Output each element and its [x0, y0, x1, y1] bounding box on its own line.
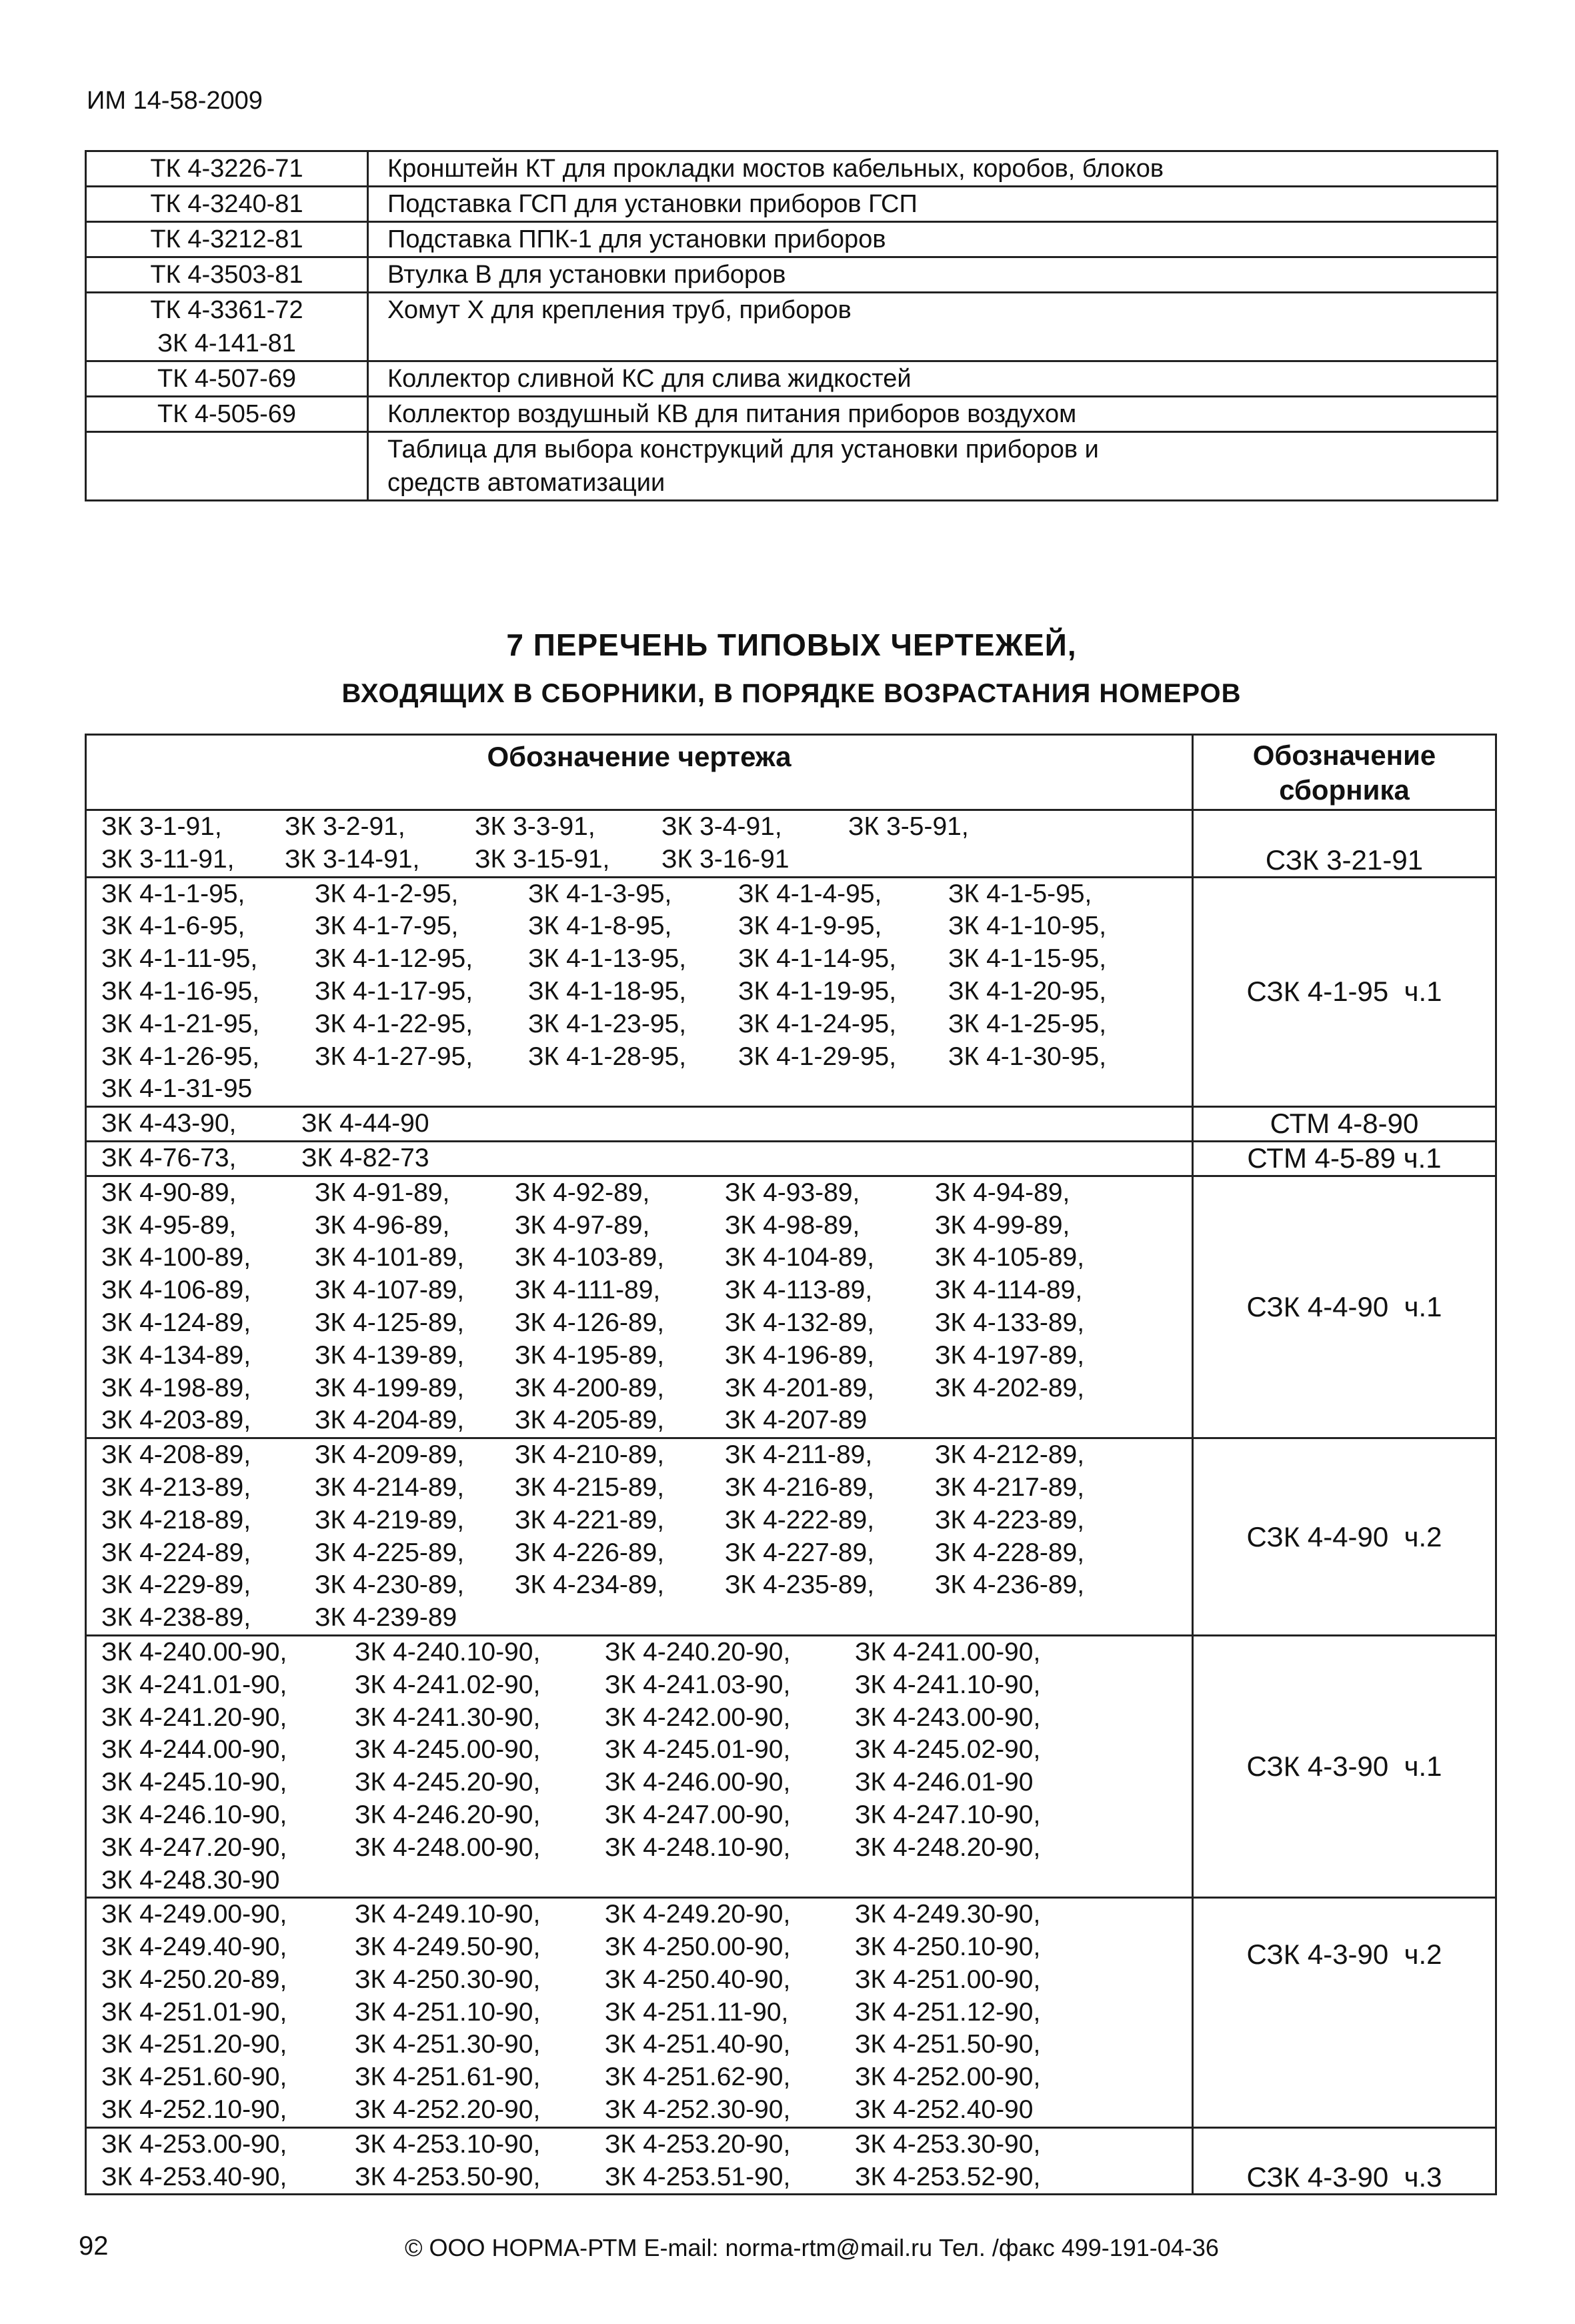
- drawing-line: [101, 2129, 1192, 2161]
- drawing-code: ЗК 4-227-89,: [725, 1538, 875, 1567]
- drawing-code: ЗК 4-82-73: [301, 1143, 429, 1172]
- section-title: 7 ПЕРЕЧЕНЬ ТИПОВЫХ ЧЕРТЕЖЕЙ,: [506, 628, 1077, 662]
- drawing-code: ЗК 4-249.30-90,: [855, 1900, 1041, 1929]
- drawing-line: [101, 1504, 1192, 1537]
- drawing-line: [101, 1439, 1192, 1472]
- collection-designation: СЗК 4-1-95 ч.1: [1193, 877, 1496, 1107]
- drawing-code: ЗК 4-98-89,: [725, 1210, 860, 1240]
- drawing-code: ЗК 4-95-89,: [101, 1210, 237, 1240]
- drawing-code: ЗК 4-200-89,: [515, 1373, 665, 1402]
- drawing-code: ЗК 4-1-21-95,: [101, 1009, 260, 1038]
- drawing-line: [101, 1832, 1192, 1865]
- drawing-line: [101, 1242, 1192, 1274]
- drawing-code: ЗК 4-253.52-90,: [855, 2162, 1041, 2191]
- drawing-code: ЗК 4-253.00-90,: [101, 2129, 287, 2159]
- drawing-code: ЗК 4-253.40-90,: [101, 2162, 287, 2191]
- fixture-description: Кронштейн КТ для прокладки мостов кабельных, коробов, блоков: [368, 151, 1498, 187]
- drawing-code: ЗК 4-251.12-90,: [855, 1997, 1041, 2027]
- drawing-line: [101, 1108, 1192, 1140]
- fixture-description: Подставка ГСП для установки приборов ГСП: [368, 187, 1498, 222]
- collection-group: [86, 810, 1496, 878]
- drawing-code: ЗК 4-246.20-90,: [355, 1800, 541, 1829]
- drawing-code: ЗК 4-1-18-95,: [528, 976, 687, 1006]
- drawing-line: [101, 1177, 1192, 1210]
- drawing-list: [86, 810, 1193, 878]
- fixture-row: [86, 222, 1498, 257]
- drawing-code: ЗК 4-1-30-95,: [948, 1042, 1107, 1071]
- drawing-code: ЗК 3-3-91,: [475, 812, 595, 841]
- drawing-code: ЗК 4-246.00-90,: [605, 1768, 791, 1797]
- drawing-line: [101, 1041, 1192, 1074]
- drawing-code: ЗК 4-202-89,: [935, 1373, 1085, 1402]
- drawing-code: ЗК 4-249.50-90,: [355, 1933, 541, 1962]
- drawing-code: ЗК 4-251.00-90,: [855, 1965, 1041, 1994]
- collection-designation: СЗК 4-3-90 ч.2: [1193, 1898, 1496, 2128]
- drawing-line: [101, 1799, 1192, 1832]
- drawing-code: ЗК 4-250.30-90,: [355, 1965, 541, 1994]
- drawing-code: ЗК 4-1-8-95,: [528, 912, 672, 941]
- fixture-code: ТК 4-3240-81: [86, 187, 368, 222]
- fixture-row: [86, 187, 1498, 222]
- drawing-code: ЗК 4-198-89,: [101, 1373, 251, 1402]
- drawing-code: ЗК 4-205-89,: [515, 1406, 665, 1435]
- fixture-code: [86, 432, 368, 501]
- collection-designation: СТМ 4-5-89 ч.1: [1193, 1141, 1496, 1176]
- fixture-code: ТК 4-507-69: [86, 361, 368, 397]
- drawing-code: ЗК 4-241.20-90,: [101, 1702, 287, 1732]
- drawing-code: ЗК 4-91-89,: [315, 1178, 450, 1207]
- drawing-code: ЗК 3-1-91,: [101, 812, 222, 841]
- drawing-code: ЗК 4-235-89,: [725, 1570, 875, 1600]
- drawing-line: [101, 910, 1192, 943]
- drawing-code: ЗК 4-1-13-95,: [528, 944, 687, 974]
- drawing-code: ЗК 4-222-89,: [725, 1505, 875, 1534]
- drawing-code: ЗК 4-1-15-95,: [948, 944, 1107, 974]
- drawing-line: [101, 1636, 1192, 1669]
- drawing-code: ЗК 4-223-89,: [935, 1505, 1085, 1534]
- drawing-line: [101, 1899, 1192, 1931]
- drawing-code: ЗК 4-1-28-95,: [528, 1042, 687, 1071]
- drawing-code: ЗК 4-97-89,: [515, 1210, 650, 1240]
- document-id: ИМ 14-58-2009: [87, 87, 263, 115]
- drawing-code: ЗК 4-113-89,: [725, 1276, 873, 1305]
- drawing-code: ЗК 4-248.30-90: [101, 1865, 280, 1895]
- drawing-code: ЗК 4-96-89,: [315, 1210, 450, 1240]
- drawing-code: ЗК 3-5-91,: [848, 812, 969, 841]
- drawing-code: ЗК 4-210-89,: [515, 1440, 665, 1470]
- drawing-code: ЗК 4-44-90: [301, 1109, 429, 1138]
- drawing-code: ЗК 4-234-89,: [515, 1570, 665, 1600]
- drawing-code: ЗК 4-1-4-95,: [738, 879, 882, 908]
- drawing-code: ЗК 4-236-89,: [935, 1570, 1085, 1600]
- drawing-code: ЗК 4-111-89,: [515, 1276, 661, 1305]
- drawing-code: ЗК 4-201-89,: [725, 1373, 875, 1402]
- drawing-code: ЗК 4-1-7-95,: [315, 912, 459, 941]
- drawing-code: ЗК 4-249.40-90,: [101, 1933, 287, 1962]
- drawing-code: ЗК 4-251.61-90,: [355, 2063, 541, 2092]
- drawing-line: [101, 1340, 1192, 1372]
- drawing-code: ЗК 4-252.10-90,: [101, 2095, 287, 2125]
- fixture-description: Коллектор воздушный КВ для питания приборов воздухом: [368, 397, 1498, 432]
- drawing-code: ЗК 4-253.50-90,: [355, 2162, 541, 2191]
- drawing-code: ЗК 4-245.00-90,: [355, 1735, 541, 1765]
- drawing-code: ЗК 4-139-89,: [315, 1340, 465, 1370]
- drawing-code: ЗК 4-251.50-90,: [855, 2030, 1041, 2059]
- drawing-code: ЗК 4-245.02-90,: [855, 1735, 1041, 1765]
- drawing-code: ЗК 4-1-31-95: [101, 1074, 253, 1104]
- footer-copyright: © ООО НОРМА-РТМ E-mail: norma-rtm@mail.ru Тел. /факс 499-191-04-36: [405, 2234, 1219, 2261]
- drawing-line: [101, 2094, 1192, 2127]
- drawing-code: ЗК 4-211-89,: [725, 1440, 873, 1470]
- drawing-list: [86, 1635, 1193, 1897]
- drawing-code: ЗК 4-251.20-90,: [101, 2030, 287, 2059]
- drawing-code: ЗК 4-251.10-90,: [355, 1997, 541, 2027]
- drawing-code: ЗК 4-249.20-90,: [605, 1900, 791, 1929]
- drawing-code: ЗК 4-252.30-90,: [605, 2095, 791, 2125]
- drawing-code: ЗК 4-215-89,: [515, 1472, 665, 1502]
- drawing-code: ЗК 4-196-89,: [725, 1340, 875, 1370]
- drawing-code: ЗК 4-253.30-90,: [855, 2129, 1041, 2159]
- fixture-code: ТК 4-3503-81: [86, 257, 368, 293]
- drawing-code: ЗК 4-1-11-95,: [101, 944, 258, 974]
- fixture-code: ТК 4-505-69: [86, 397, 368, 432]
- drawing-line: [101, 1702, 1192, 1734]
- drawing-code: ЗК 4-100-89,: [101, 1243, 251, 1272]
- drawing-list: [86, 1898, 1193, 2128]
- drawing-code: ЗК 4-1-10-95,: [948, 912, 1107, 941]
- collection-designation: СЗК 4-3-90 ч.1: [1193, 1635, 1496, 1897]
- drawing-line: [101, 2029, 1192, 2061]
- fixture-row: [86, 293, 1498, 361]
- drawing-code: ЗК 4-199-89,: [315, 1373, 465, 1402]
- drawing-code: ЗК 4-103-89,: [515, 1243, 665, 1272]
- drawing-code: ЗК 4-228-89,: [935, 1538, 1085, 1567]
- drawing-code: ЗК 4-245.01-90,: [605, 1735, 791, 1765]
- drawing-code: ЗК 3-11-91,: [101, 844, 235, 874]
- drawing-line: [101, 1307, 1192, 1340]
- drawing-code: ЗК 4-226-89,: [515, 1538, 665, 1567]
- header-drawing-designation: Обозначение чертежа: [86, 735, 1193, 810]
- drawing-code: ЗК 4-126-89,: [515, 1308, 665, 1337]
- drawing-code: ЗК 4-92-89,: [515, 1178, 650, 1207]
- fixture-row: [86, 151, 1498, 187]
- drawing-code: ЗК 4-246.01-90: [855, 1768, 1034, 1797]
- drawing-code: ЗК 4-230-89,: [315, 1570, 465, 1600]
- drawing-code: ЗК 4-216-89,: [725, 1472, 875, 1502]
- drawing-code: ЗК 4-250.40-90,: [605, 1965, 791, 1994]
- drawing-code: ЗК 4-245.20-90,: [355, 1768, 541, 1797]
- drawing-code: ЗК 4-1-14-95,: [738, 944, 897, 974]
- drawing-code: ЗК 4-251.40-90,: [605, 2030, 791, 2059]
- collection-designation: СТМ 4-8-90: [1193, 1107, 1496, 1142]
- drawing-code: ЗК 4-134-89,: [101, 1340, 251, 1370]
- drawing-code: ЗК 4-252.00-90,: [855, 2063, 1041, 2092]
- drawing-line: [101, 1569, 1192, 1602]
- drawing-code: ЗК 4-1-1-95,: [101, 879, 245, 908]
- drawing-code: ЗК 4-247.20-90,: [101, 1833, 287, 1862]
- drawing-line: [101, 878, 1192, 911]
- drawing-code: ЗК 4-247.00-90,: [605, 1800, 791, 1829]
- header-collection-designation: Обозначение сборника: [1193, 735, 1496, 810]
- drawing-code: ЗК 4-224-89,: [101, 1538, 251, 1567]
- drawing-code: ЗК 4-251.01-90,: [101, 1997, 287, 2027]
- drawing-code: ЗК 4-240.00-90,: [101, 1637, 287, 1666]
- drawing-code: ЗК 4-250.20-89,: [101, 1965, 287, 1994]
- drawing-code: ЗК 3-14-91,: [285, 844, 420, 874]
- drawing-code: ЗК 4-245.10-90,: [101, 1768, 287, 1797]
- drawing-line: [101, 1997, 1192, 2029]
- fixture-code: ТК 4-3226-71: [86, 151, 368, 187]
- drawing-code: ЗК 4-197-89,: [935, 1340, 1085, 1370]
- drawing-line: [101, 1865, 1192, 1897]
- drawing-code: ЗК 4-1-19-95,: [738, 976, 897, 1006]
- drawing-code: ЗК 4-1-22-95,: [315, 1009, 473, 1038]
- drawing-code: ЗК 4-1-24-95,: [738, 1009, 897, 1038]
- drawing-code: ЗК 4-1-16-95,: [101, 976, 260, 1006]
- drawing-code: ЗК 4-241.00-90,: [855, 1637, 1041, 1666]
- fixture-code: ТК 4-3361-72 ЗК 4-141-81: [86, 293, 368, 361]
- drawing-code: ЗК 4-214-89,: [315, 1472, 465, 1502]
- drawing-code: ЗК 4-195-89,: [515, 1340, 665, 1370]
- drawing-code: ЗК 4-218-89,: [101, 1505, 251, 1534]
- collection-group: [86, 1107, 1496, 1142]
- fixture-row: [86, 397, 1498, 432]
- fixture-code: ТК 4-3212-81: [86, 222, 368, 257]
- drawing-code: ЗК 4-1-5-95,: [948, 879, 1092, 908]
- drawing-code: ЗК 4-1-29-95,: [738, 1042, 897, 1071]
- drawing-line: [101, 1142, 1192, 1175]
- drawing-code: ЗК 4-217-89,: [935, 1472, 1085, 1502]
- drawing-line: [101, 1537, 1192, 1570]
- drawing-code: ЗК 4-107-89,: [315, 1276, 465, 1305]
- drawing-code: ЗК 3-15-91,: [475, 844, 610, 874]
- drawing-code: ЗК 4-240.20-90,: [605, 1637, 791, 1666]
- drawing-code: ЗК 4-250.00-90,: [605, 1933, 791, 1962]
- drawing-code: ЗК 4-244.00-90,: [101, 1735, 287, 1765]
- drawing-list: [86, 1438, 1193, 1636]
- drawing-code: ЗК 4-248.10-90,: [605, 1833, 791, 1862]
- drawing-code: ЗК 4-1-25-95,: [948, 1009, 1107, 1038]
- drawing-code: ЗК 4-241.30-90,: [355, 1702, 541, 1732]
- drawing-code: ЗК 4-248.00-90,: [355, 1833, 541, 1862]
- drawing-code: ЗК 4-125-89,: [315, 1308, 465, 1337]
- drawing-code: ЗК 4-204-89,: [315, 1406, 465, 1435]
- fixture-row: [86, 257, 1498, 293]
- drawing-code: ЗК 4-251.30-90,: [355, 2030, 541, 2059]
- collection-designation: СЗК 4-3-90 ч.3: [1193, 2127, 1496, 2195]
- drawing-code: ЗК 4-242.00-90,: [605, 1702, 791, 1732]
- drawings-table: [85, 734, 1497, 2195]
- collection-group: [86, 1176, 1496, 1438]
- drawing-code: ЗК 4-1-27-95,: [315, 1042, 473, 1071]
- fixture-row: [86, 432, 1498, 501]
- collection-group: [86, 2127, 1496, 2195]
- drawing-code: ЗК 4-253.20-90,: [605, 2129, 791, 2159]
- drawing-line: [101, 976, 1192, 1008]
- drawing-line: [101, 1734, 1192, 1767]
- drawing-code: ЗК 4-208-89,: [101, 1440, 251, 1470]
- drawing-code: ЗК 4-247.10-90,: [855, 1800, 1041, 1829]
- drawing-line: [101, 1372, 1192, 1405]
- drawing-list: [86, 1141, 1193, 1176]
- collection-group: [86, 1635, 1496, 1897]
- drawing-code: ЗК 4-253.51-90,: [605, 2162, 791, 2191]
- fixtures-table: [85, 150, 1498, 501]
- drawing-code: ЗК 4-249.00-90,: [101, 1900, 287, 1929]
- drawing-code: ЗК 4-101-89,: [315, 1243, 465, 1272]
- drawing-code: ЗК 4-1-2-95,: [315, 879, 459, 908]
- drawing-code: ЗК 4-76-73,: [101, 1143, 237, 1172]
- drawing-code: ЗК 4-229-89,: [101, 1570, 251, 1600]
- drawing-code: ЗК 4-251.11-90,: [605, 1997, 789, 2027]
- drawing-list: [86, 2127, 1193, 2195]
- drawing-code: ЗК 4-43-90,: [101, 1109, 237, 1138]
- drawing-code: ЗК 4-93-89,: [725, 1178, 860, 1207]
- drawing-list: [86, 1107, 1193, 1142]
- drawing-code: ЗК 4-213-89,: [101, 1472, 251, 1502]
- drawing-code: ЗК 4-104-89,: [725, 1243, 875, 1272]
- drawing-line: [101, 844, 1192, 876]
- fixture-row: [86, 361, 1498, 397]
- drawing-code: ЗК 4-241.03-90,: [605, 1670, 791, 1699]
- drawing-code: ЗК 4-225-89,: [315, 1538, 465, 1567]
- drawing-list: [86, 877, 1193, 1107]
- drawing-code: ЗК 3-2-91,: [285, 812, 405, 841]
- drawing-code: ЗК 4-207-89: [725, 1406, 868, 1435]
- drawing-line: [101, 1210, 1192, 1242]
- drawing-code: ЗК 4-1-6-95,: [101, 912, 245, 941]
- drawing-line: [101, 1767, 1192, 1799]
- drawing-code: ЗК 4-1-20-95,: [948, 976, 1107, 1006]
- drawing-code: ЗК 4-251.60-90,: [101, 2063, 287, 2092]
- collection-designation: СЗК 3-21-91: [1193, 810, 1496, 878]
- drawing-code: ЗК 4-239-89: [315, 1603, 457, 1632]
- collection-group: [86, 877, 1496, 1107]
- fixture-description: Хомут Х для крепления труб, приборов: [368, 293, 1498, 361]
- drawing-line: [101, 1669, 1192, 1702]
- drawing-line: [101, 943, 1192, 976]
- drawing-code: ЗК 4-124-89,: [101, 1308, 251, 1337]
- drawing-code: ЗК 4-1-12-95,: [315, 944, 473, 974]
- drawing-list: [86, 1176, 1193, 1438]
- drawing-code: ЗК 4-221-89,: [515, 1505, 665, 1534]
- drawing-code: ЗК 4-1-9-95,: [738, 912, 882, 941]
- drawing-code: ЗК 4-241.02-90,: [355, 1670, 541, 1699]
- drawing-line: [101, 1931, 1192, 1964]
- collection-designation: СЗК 4-4-90 ч.1: [1193, 1176, 1496, 1438]
- drawing-code: ЗК 4-1-17-95,: [315, 976, 473, 1006]
- drawing-line: [101, 2061, 1192, 2094]
- drawing-code: ЗК 3-4-91,: [661, 812, 782, 841]
- drawing-code: ЗК 4-241.10-90,: [855, 1670, 1041, 1699]
- drawing-code: ЗК 4-243.00-90,: [855, 1702, 1041, 1732]
- drawing-code: ЗК 4-248.20-90,: [855, 1833, 1041, 1862]
- collection-designation: СЗК 4-4-90 ч.2: [1193, 1438, 1496, 1636]
- drawing-code: ЗК 4-1-26-95,: [101, 1042, 260, 1071]
- drawing-code: ЗК 4-212-89,: [935, 1440, 1085, 1470]
- drawing-code: ЗК 4-1-23-95,: [528, 1009, 687, 1038]
- drawing-code: ЗК 4-251.62-90,: [605, 2063, 791, 2092]
- drawing-code: ЗК 4-246.10-90,: [101, 1800, 287, 1829]
- section-subtitle: ВХОДЯЩИХ В СБОРНИКИ, В ПОРЯДКЕ ВОЗРАСТАНИЯ НОМЕРОВ: [341, 679, 1242, 708]
- drawing-line: [101, 1008, 1192, 1041]
- drawing-code: ЗК 4-106-89,: [101, 1276, 251, 1305]
- drawing-code: ЗК 4-114-89,: [935, 1276, 1083, 1305]
- drawing-line: [101, 1964, 1192, 1997]
- drawing-code: ЗК 4-238-89,: [101, 1603, 251, 1632]
- drawing-code: ЗК 4-249.10-90,: [355, 1900, 541, 1929]
- page-number: 92: [79, 2231, 109, 2261]
- drawing-line: [101, 1404, 1192, 1437]
- drawing-line: [101, 1274, 1192, 1307]
- drawing-line: [101, 2161, 1192, 2194]
- drawing-code: ЗК 4-1-3-95,: [528, 879, 672, 908]
- fixture-description: Подставка ППК-1 для установки приборов: [368, 222, 1498, 257]
- drawing-code: ЗК 4-94-89,: [935, 1178, 1070, 1207]
- drawing-code: ЗК 4-241.01-90,: [101, 1670, 287, 1699]
- drawing-code: ЗК 4-203-89,: [101, 1406, 251, 1435]
- drawing-line: [101, 811, 1192, 844]
- drawing-code: ЗК 4-253.10-90,: [355, 2129, 541, 2159]
- fixture-description: Таблица для выбора конструкций для установки приборов и средств автоматизации: [368, 432, 1498, 501]
- collection-group: [86, 1141, 1496, 1176]
- drawing-code: ЗК 4-132-89,: [725, 1308, 875, 1337]
- drawing-code: ЗК 4-219-89,: [315, 1505, 465, 1534]
- drawing-code: ЗК 4-252.20-90,: [355, 2095, 541, 2125]
- drawing-code: ЗК 4-90-89,: [101, 1178, 237, 1207]
- drawing-code: ЗК 4-105-89,: [935, 1243, 1085, 1272]
- drawing-code: ЗК 4-209-89,: [315, 1440, 465, 1470]
- drawing-line: [101, 1073, 1192, 1106]
- drawing-code: ЗК 3-16-91: [661, 844, 790, 874]
- drawing-line: [101, 1602, 1192, 1634]
- drawing-code: ЗК 4-133-89,: [935, 1308, 1085, 1337]
- drawing-code: ЗК 4-250.10-90,: [855, 1933, 1041, 1962]
- drawing-code: ЗК 4-99-89,: [935, 1210, 1070, 1240]
- drawing-line: [101, 1472, 1192, 1504]
- fixture-description: Втулка В для установки приборов: [368, 257, 1498, 293]
- drawing-code: ЗК 4-240.10-90,: [355, 1637, 541, 1666]
- fixture-description: Коллектор сливной КС для слива жидкостей: [368, 361, 1498, 397]
- drawing-code: ЗК 4-252.40-90: [855, 2095, 1034, 2125]
- collection-group: [86, 1438, 1496, 1636]
- collection-group: [86, 1898, 1496, 2128]
